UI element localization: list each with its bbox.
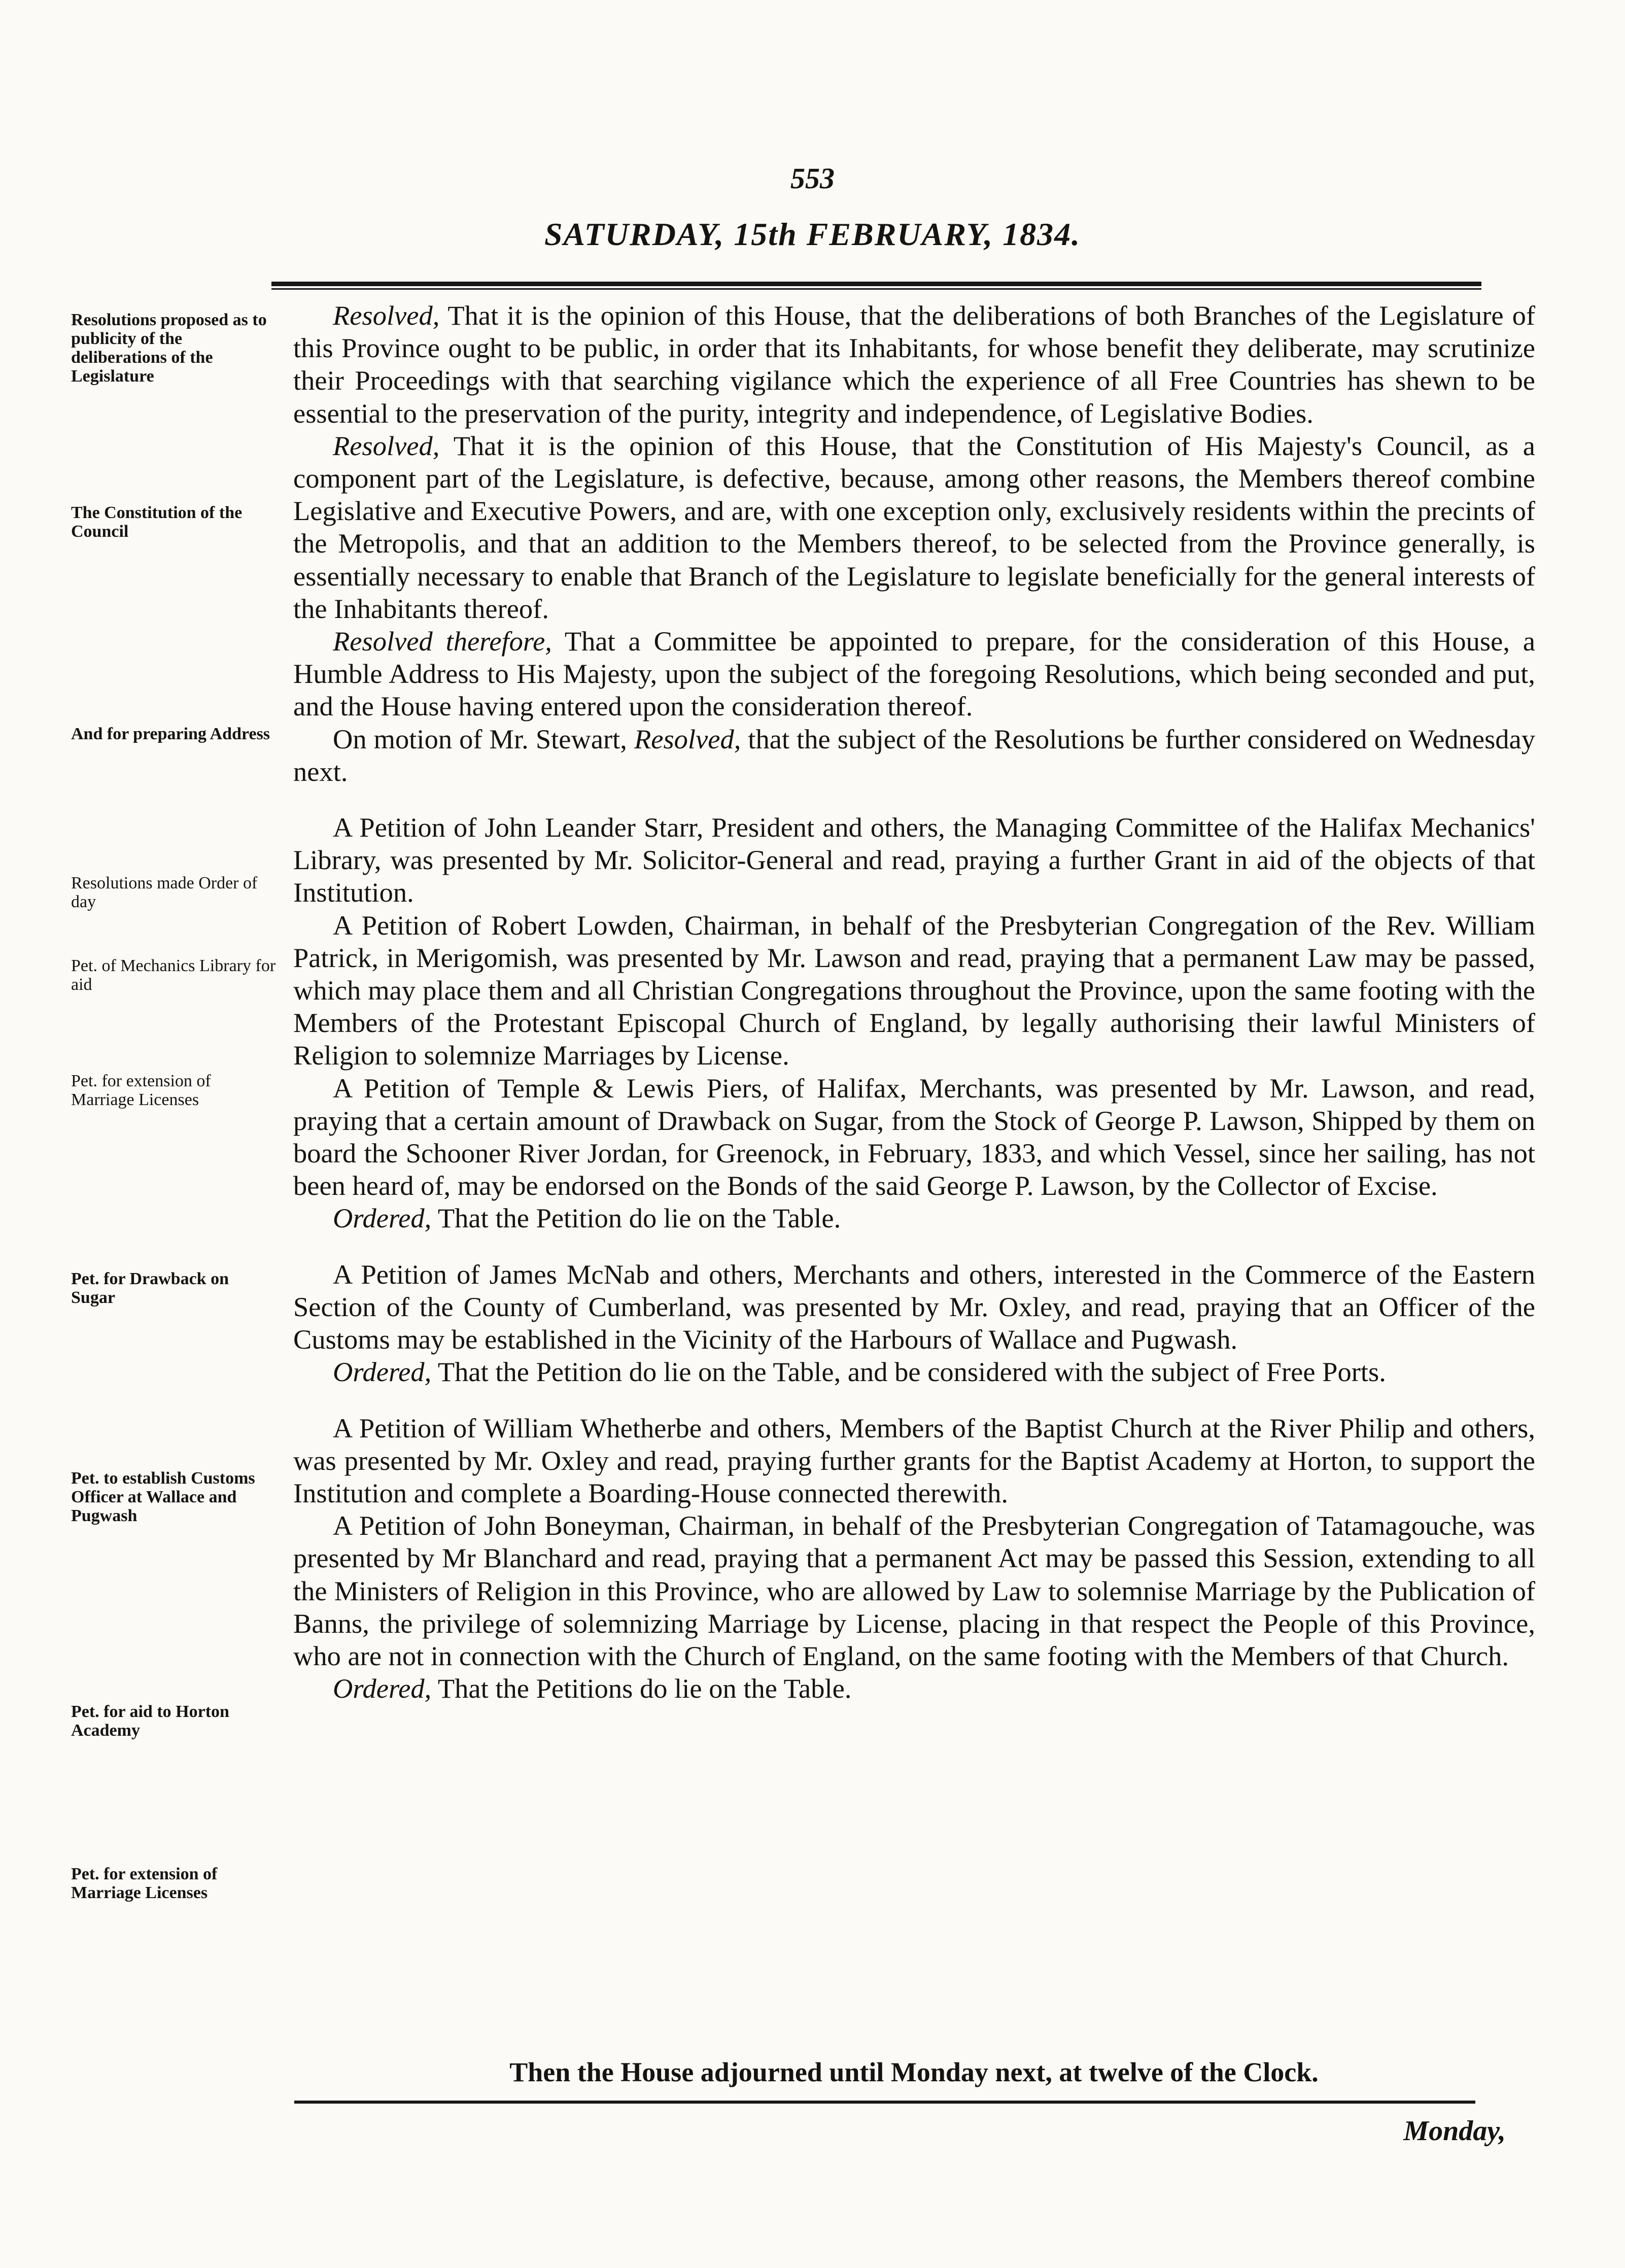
margin-note-mechanics-library: Pet. of Mechanics Library for aid: [71, 956, 276, 994]
margin-note-marriage-licenses-1: Pet. for extension of Marriage Licenses: [71, 1072, 211, 1109]
margin-note-constitution: The Constitution of the Council: [71, 503, 243, 541]
margin-note-publicity: Resolutions proposed as to publicity of the deliberations of the Legislature: [71, 311, 267, 386]
paragraph: A Petition of James McNab and others, Merchants and others, interested in the Commerce of the Eastern Section of the County of Cumberland, was presented by Mr. Oxley, and read, praying that an Officer of the Customs may be established in the Vicinity of the Harbours of Wallace and Pugwash.: [293, 1258, 1535, 1355]
adjournment-line: Then the House adjourned until Monday next, at twelve of the Clock.: [509, 2057, 1319, 2087]
paragraph: Ordered, That the Petition do lie on the Table.: [333, 1202, 841, 1234]
paragraph: A Petition of William Whetherbe and others, Members of the Baptist Church at the River Philip and others, was presented by Mr. Oxley and read, praying further grants for the Baptist Academy at Horton, to support the Institution and complete a Boarding-House connected therewith.: [293, 1412, 1535, 1508]
paragraph: Resolved, That it is the opinion of this House, that the Constitution of His Majesty's Council, as a component part of the Legislature, is defective, because, among other reasons, the Members thereof combine Legislative and Executive Powers, and are, with one exception only, exclusively residents within the precints of the Metropolis, and that an addition to the Members thereof, to be selected from the Province generally, is essentially necessary to enable that Branch of the Legislature to legislate beneficially for the general interests of the Inhabitants thereof.: [293, 430, 1535, 624]
date-heading: SATURDAY, 15th FEBRUARY, 1834.: [544, 216, 1081, 252]
header-rule-thin: [271, 288, 1481, 290]
paragraph: A Petition of Robert Lowden, Chairman, in behalf of the Presbyterian Congregation of the Rev. William Patrick, in Merigomish, was presented by Mr. Lawson and read, praying that a permanent Law may be passed, which may place them and all Christian Congregations throughout the Province, upon the same footing with the Members of the Protestant Episcopal Church of England, by legally authorising their lawful Ministers of Religion to solemnize Marriages by License.: [293, 909, 1535, 1071]
paragraph: A Petition of Temple & Lewis Piers, of Halifax, Merchants, was presented by Mr. Lawson, and read, praying that a certain amount of Drawback on Sugar, from the Stock of George P. Lawson, Shipped by them on board the Schooner River Jordan, for Greenock, in February, 1833, and which Vessel, since her sailing, has not been heard of, may be endorsed on the Bonds of the said George P. Lawson, by the Collector of Excise.: [293, 1072, 1535, 1201]
body-text: [293, 299, 1535, 1705]
paragraph: A Petition of John Boneyman, Chairman, in behalf of the Presbyterian Congregation of Tatamagouche, was presented by Mr Blanchard and read, praying that a permanent Act may be passed this Session, extending to all the Ministers of Religion in this Province, who are allowed by Law to solemnise Marriage by the Publication of Banns, the privilege of solemnizing Marriage by License, placing in that respect the People of this Province, who are not in connection with the Church of England, on the same footing with the Members of that Church.: [293, 1510, 1535, 1671]
paragraph: Ordered, That the Petitions do lie on the Table.: [333, 1673, 852, 1704]
margin-note-order-of-day: Resolutions made Order of day: [71, 874, 258, 911]
margin-note-horton-academy: Pet. for aid to Horton Academy: [71, 1702, 229, 1740]
margin-note-customs-officer: Pet. to establish Customs Officer at Wallace and Pugwash: [71, 1469, 255, 1525]
margin-note-address: And for preparing Address: [71, 725, 270, 743]
paragraph: A Petition of John Leander Starr, President and others, the Managing Committee of the Halifax Mechanics' Library, was presented by Mr. Solicitor-General and read, praying a further Grant in aid of the objects of that Institution.: [293, 812, 1535, 908]
paragraph: Ordered, That the Petition do lie on the Table, and be considered with the subject of Free Ports.: [333, 1356, 1386, 1388]
margin-note-marriage-licenses-2: Pet. for extension of Marriage Licenses: [71, 1865, 218, 1902]
footer-rule: [294, 2101, 1475, 2104]
paragraph: Resolved therefore, That a Committee be appointed to prepare, for the consideration of this House, a Humble Address to His Majesty, upon the subject of the foregoing Resolutions, which being seconded and put, and the House having entered upon the consideration thereof.: [293, 626, 1536, 722]
paragraph: On motion of Mr. Stewart, Resolved, that the subject of the Resolutions be further considered on Wednesday next.: [293, 723, 1535, 787]
paragraph: Resolved, That it is the opinion of this House, that the deliberations of both Branches of the Legislature of this Province ought to be public, in order that its Inhabitants, for whose benefit they deliberate, may scrutinize their Proceedings with that searching vigilance which the experience of all Free Countries has shewn to be essential to the preservation of the purity, integrity and independence, of Legislative Bodies.: [293, 300, 1535, 429]
catchword: Monday,: [1403, 2115, 1506, 2147]
header-rule: [271, 282, 1481, 286]
margin-note-drawback-sugar: Pet. for Drawback on Sugar: [71, 1269, 229, 1307]
page-number: 553: [790, 162, 835, 195]
